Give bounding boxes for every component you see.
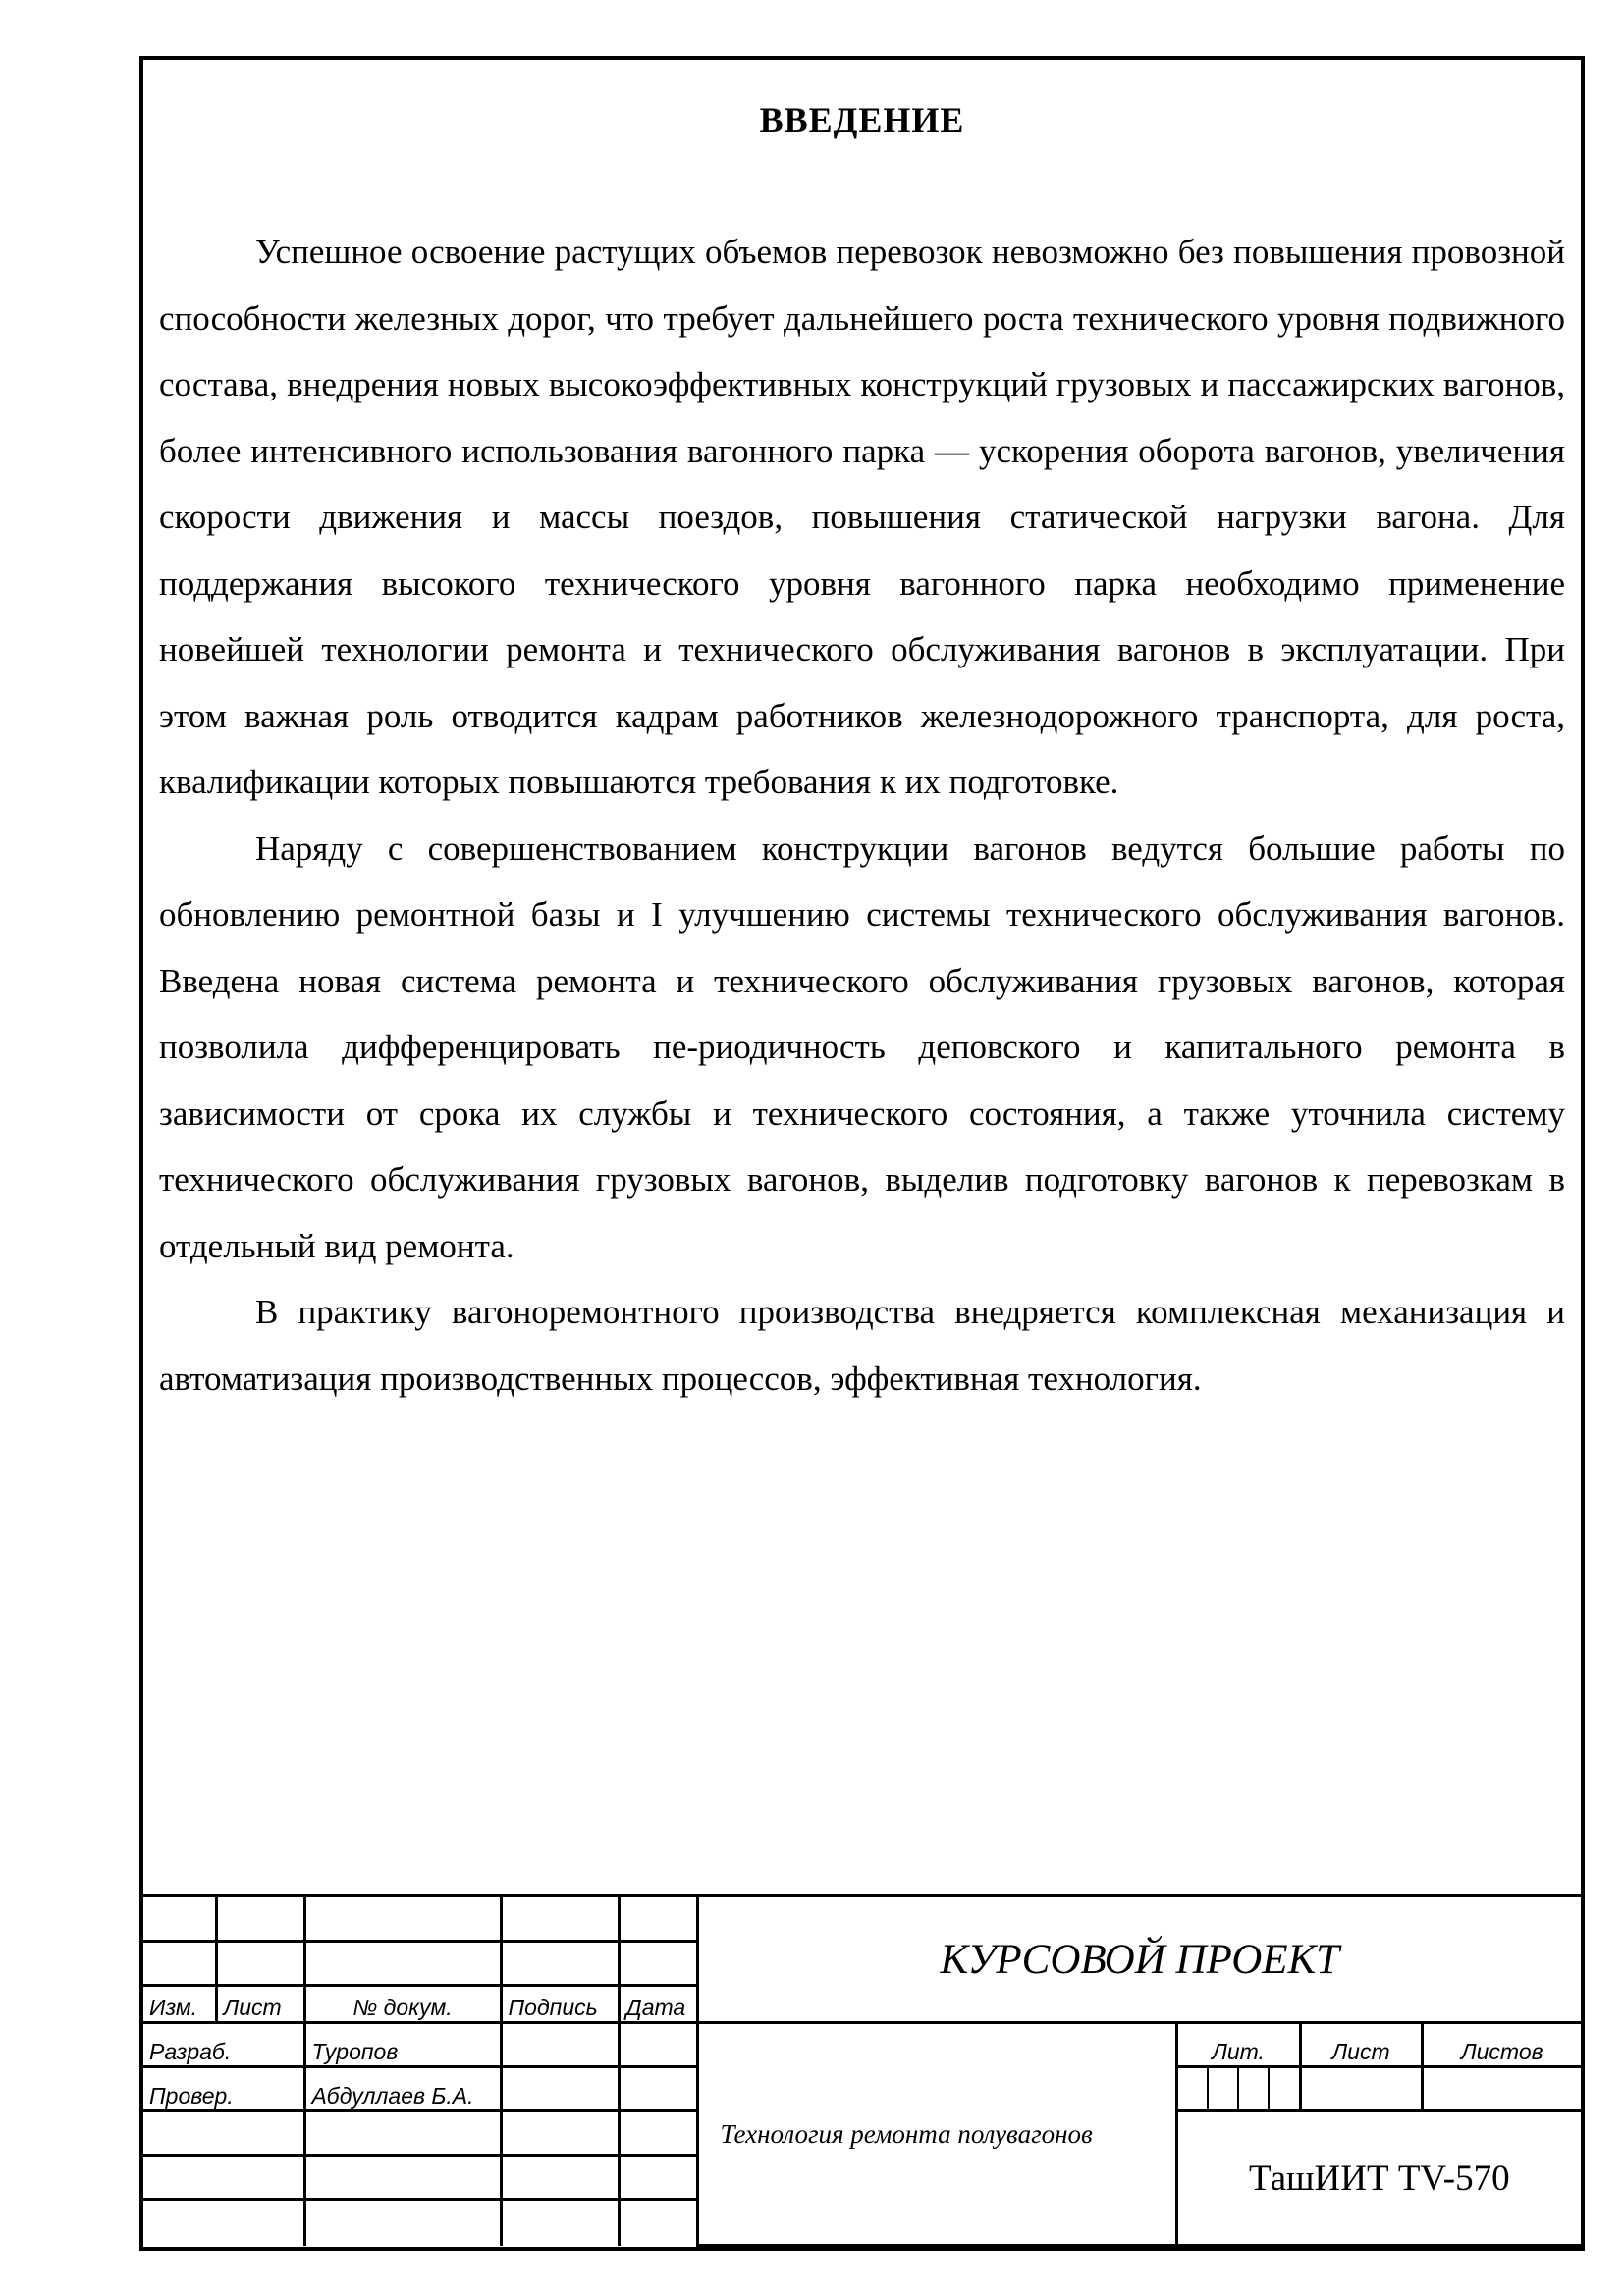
document-body	[159, 219, 1565, 1412]
page-title: ВВЕДЕНИЕ	[759, 100, 965, 139]
header-doc-no: № докум.	[304, 1986, 501, 2023]
header-date: Дата	[619, 1986, 697, 2023]
title-block-table	[143, 1897, 1581, 2247]
paragraph: В практику вагоноремонтного производства внедряется комплексная механизация и автоматизация производственных процессов, эффективная технология.	[159, 1293, 1565, 1398]
title-block	[143, 1894, 1581, 2247]
document-frame	[139, 56, 1585, 2251]
checked-name: Абдуллаев Б.А.	[304, 2067, 501, 2111]
header-izm: Изм.	[143, 1986, 216, 2023]
paragraph: Наряду с совершенствованием конструкции вагонов ведутся большие работы по обновлению ремонтной базы и I улучшению системы технического обслуживания вагонов. Введена новая система ремонта и технического обслуживания грузовых вагонов, которая позволила дифференцировать пе-риодичность деповского и капитального ремонта в зависимости от срока их службы и технического состояния, а также уточнила систему технического обслуживания грузовых вагонов, выделив подготовку вагонов к перевозкам в отдельный вид ремонта.	[159, 828, 1565, 1265]
lit-label: Лит.	[1176, 2023, 1300, 2067]
sheet-value	[1300, 2067, 1422, 2111]
project-title: КУРСОВОЙ ПРОЕКТ	[697, 1897, 1581, 2023]
project-topic: Технология ремонта полувагонов	[697, 2023, 1176, 2246]
developed-label: Разраб.	[143, 2023, 304, 2067]
paragraph: Успешное освоение растущих объемов перевозок невозможно без повышения провозной способности железных дорог, что требует дальнейшего роста технического уровня подвижного состава, внедрения новых высокоэффективных конструкций грузовых и пассажирских вагонов, более интенсивного использования вагонного парка — ускорения оборота вагонов, увеличения скорости движения и массы поездов, повышения статической нагрузки вагона. Для поддержания высокого технического уровня вагонного парка необходимо применение новейшей технологии ремонта и технического обслуживания вагонов в эксплуатации. При этом важная роль отводится кадрам работников железнодорожного транспорта, для роста, квалификации которых повышаются требования к их подготовке.	[159, 233, 1565, 801]
organization-code: ТашИИТ TV-570	[1176, 2111, 1581, 2246]
sheets-label: Листов	[1422, 2023, 1581, 2067]
developed-name: Туропов	[304, 2023, 501, 2067]
lit-cells	[1176, 2067, 1300, 2111]
header-sign: Подпись	[501, 1986, 619, 2023]
checked-label: Провер.	[143, 2067, 304, 2111]
sheets-value	[1422, 2067, 1581, 2111]
header-list: Лист	[216, 1986, 304, 2023]
sheet-label: Лист	[1300, 2023, 1422, 2067]
